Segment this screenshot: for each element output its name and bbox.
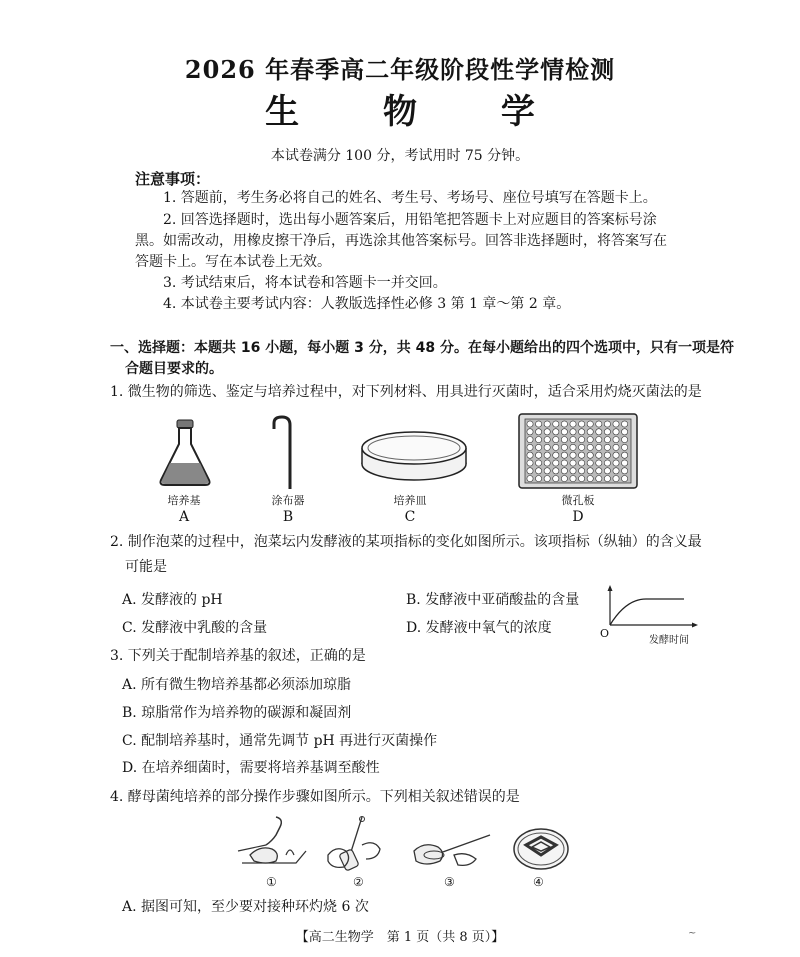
microplate-well [587,476,593,482]
q4-option-a: A. 据图可知，至少要对接种环灼烧 6 次 [122,899,369,915]
microplate-well [536,460,542,466]
exam-title: 2026 年春季高二年级阶段性学情检测 [184,55,616,84]
page-footer: 【高二生物学 第 1 页（共 8 页）】 [295,930,505,945]
microplate-well [561,429,567,435]
figure-label-dish: 培养皿 [393,494,427,507]
q2-graph-origin: O [600,627,610,640]
microplate-well [561,460,567,466]
microplate-well [561,444,567,450]
microplate-well [527,452,533,458]
figure-letter-d: D [572,509,584,525]
microplate-well [536,429,542,435]
microplate-well [527,437,533,443]
microplate-well [622,444,628,450]
q2-option-b: B. 发酵液中亚硝酸盐的含量 [406,592,580,608]
step-1-label: ① [266,875,277,889]
microplate-well [536,476,542,482]
microplate-well [553,437,559,443]
figure-label-spreader: 涂布器 [271,494,305,507]
microplate-well [604,429,610,435]
microplate-well [587,429,593,435]
microplate-well [553,421,559,427]
microplate-well [622,468,628,474]
q2-option-c: C. 发酵液中乳酸的含量 [122,620,268,636]
microplate-well [544,468,550,474]
microplate-well [536,452,542,458]
microplate-well [527,429,533,435]
corner-mark: ~ [688,928,697,939]
figure-label-medium: 培养基 [167,494,201,507]
microplate-well [570,452,576,458]
q2-stem: 2. 制作泡菜的过程中，泡菜坛内发酵液的某项指标的变化如图所示。该项指标（纵轴）的含义最 [110,534,702,550]
microplate-well [561,421,567,427]
step-3-label: ③ [444,875,455,889]
microplate-well [613,460,619,466]
q2-graph [600,585,700,630]
q2-option-d: D. 发酵液中氧气的浓度 [406,620,552,636]
flask-figure [155,418,215,488]
exam-meta: 本试卷满分 100 分，考试用时 75 分钟。 [270,148,530,164]
microplate-well [553,476,559,482]
microplate-well [553,444,559,450]
microplate-well [596,421,602,427]
microplate-well [561,452,567,458]
microplate-well [596,452,602,458]
q2-option-a: A. 发酵液的 pH [122,592,223,608]
microplate-well [527,460,533,466]
microplate-well [527,444,533,450]
section-heading-cont: 合题目要求的。 [125,361,223,377]
microplate-well [579,460,585,466]
q3-option-c: C. 配制培养基时，通常先调节 pH 再进行灭菌操作 [122,733,438,749]
microplate-well [570,476,576,482]
microplate-well [579,429,585,435]
microplate-well [604,437,610,443]
microplate-well [570,444,576,450]
microplate-well [536,421,542,427]
q2-graph-xlabel: 发酵时间 [649,635,689,646]
step4-figure [512,823,570,871]
microplate-well [622,421,628,427]
microplate-well [561,437,567,443]
microplate-well [613,476,619,482]
microplate-well [622,452,628,458]
microplate-well [544,437,550,443]
microplate-well [604,468,610,474]
microplate-well [561,468,567,474]
microplate-figure [518,413,638,489]
microplate-well [596,476,602,482]
microplate-well [570,421,576,427]
microplate-well [553,429,559,435]
microplate-well [613,452,619,458]
microplate-well [579,421,585,427]
q3-option-d: D. 在培养细菌时，需要将培养基调至酸性 [122,760,380,776]
microplate-well [536,444,542,450]
microplate-well [604,444,610,450]
notice-item-2: 2. 回答选择题时，选出每小题答案后，用铅笔把答题卡上对应题目的答案标号涂 [163,212,657,228]
microplate-well [604,421,610,427]
microplate-well [570,460,576,466]
q2-stem-cont: 可能是 [125,559,167,575]
microplate-well [527,421,533,427]
step2-figure [322,815,388,873]
microplate-well [579,476,585,482]
microplate-well [527,476,533,482]
microplate-well [553,460,559,466]
q3-option-b: B. 琼脂常作为培养物的碳源和凝固剂 [122,705,352,721]
microplate-well [613,421,619,427]
microplate-well [596,437,602,443]
microplate-well [527,468,533,474]
microplate-well [613,444,619,450]
microplate-well [553,452,559,458]
microplate-well [544,421,550,427]
microplate-well [579,452,585,458]
microplate-well [613,437,619,443]
q3-option-a: A. 所有微生物培养基都必须添加琼脂 [122,677,352,693]
figure-letter-a: A [178,509,190,525]
microplate-well [544,452,550,458]
microplate-well [613,429,619,435]
microplate-well [536,468,542,474]
microplate-well [596,444,602,450]
microplate-well [587,421,593,427]
microplate-well [604,460,610,466]
microplate-well [587,437,593,443]
microplate-well [587,444,593,450]
microplate-well [570,437,576,443]
figure-letter-c: C [404,509,416,525]
notice-item-2-cont: 黑。如需改动，用橡皮擦干净后，再选涂其他答案标号。回答非选择题时，将答案写在 [135,233,667,249]
spreader-figure [270,415,300,490]
petri-dish-figure [358,428,470,483]
step3-figure [410,815,494,873]
microplate-well [570,429,576,435]
microplate-well [561,476,567,482]
notice-item-1: 1. 答题前，考生务必将自己的姓名、考生号、考场号、座位号填写在答题卡上。 [163,190,657,206]
microplate-well [536,437,542,443]
microplate-well [579,468,585,474]
microplate-well [613,468,619,474]
notice-item-4: 4. 本试卷主要考试内容：人教版选择性必修 3 第 1 章～第 2 章。 [163,296,571,312]
microplate-well [587,460,593,466]
figure-label-plate: 微孔板 [561,494,595,507]
microplate-well [622,437,628,443]
microplate-well [596,429,602,435]
notice-item-2-end: 答题卡上。写在本试卷上无效。 [135,254,331,270]
microplate-well [553,468,559,474]
microplate-well [587,452,593,458]
microplate-well [622,476,628,482]
figure-letter-b: B [282,509,294,525]
microplate-well [587,468,593,474]
microplate-well [579,444,585,450]
notice-item-3: 3. 考试结束后，将本试卷和答题卡一并交回。 [163,275,447,291]
q3-stem: 3. 下列关于配制培养基的叙述，正确的是 [110,648,366,664]
microplate-well [596,460,602,466]
microplate-well [544,460,550,466]
q1-stem: 1. 微生物的筛选、鉴定与培养过程中，对下列材料、用具进行灭菌时，适合采用灼烧灭菌法的是 [110,384,702,400]
step1-figure [236,815,310,873]
microplate-well [622,429,628,435]
microplate-well [579,437,585,443]
microplate-well [544,476,550,482]
microplate-well [604,452,610,458]
section-heading: 一、选择题：本题共 16 小题，每小题 3 分，共 48 分。在每小题给出的四个选项中，只有一项是符 [110,340,734,356]
microplate-well [604,476,610,482]
microplate-well [570,468,576,474]
microplate-well [544,444,550,450]
step-2-label: ② [353,875,364,889]
subject-title: 生 物 学 [265,92,571,132]
microplate-well [622,460,628,466]
notice-heading: 注意事项： [135,170,211,188]
q4-stem: 4. 酵母菌纯培养的部分操作步骤如图所示。下列相关叙述错误的是 [110,789,520,805]
step-4-label: ④ [533,875,544,889]
microplate-well [596,468,602,474]
microplate-well [544,429,550,435]
